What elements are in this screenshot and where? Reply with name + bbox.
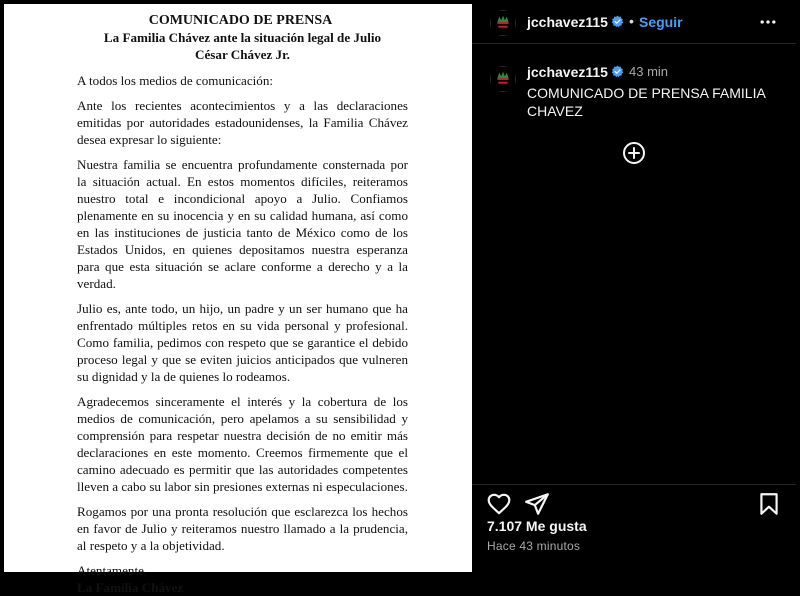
press-release-image [4,4,472,595]
follow-button[interactable]: Seguir [639,14,683,30]
press-release-signature: La Familia Chávez [77,580,184,595]
press-release-subtitle: La Familia Chávez ante la situación legal de Julio César Chávez Jr. [103,30,382,62]
press-release-closing: Atentamente, [77,563,148,578]
press-release-paragraph: Rogamos por una pronta resolución que esclarezca los hechos en favor de Julio y reiteramos nuestro llamado a la prudencia, al respeto y a la objetividad. [77,504,408,553]
press-release-paragraph: Nuestra familia se encuentra profundamente consternada por la situación actual. En estos momentos difíciles, reiteramos nuestro total e incondicional apoyo a Julio. Confiamos plenamente en su inocencia y en su calidad humana, así como en las instituciones de justicia tanto de México como de los Estados Unidos, en quienes depositamos nuestra esperanza para que esta situación se aclare conforme a derecho y a la verdad. [77,157,408,291]
paper-plane-icon[interactable] [524,491,550,517]
post-username[interactable]: jcchavez115 [527,14,608,30]
verified-badge-icon [611,65,624,78]
avatar-logo-icon [491,67,515,91]
heart-icon[interactable] [486,491,512,517]
avatar[interactable] [490,10,516,36]
press-release-paragraph: Ante los recientes acontecimientos y a las declaraciones emitidas por autoridades estadounidenses, la Familia Chávez desea expresar lo siguiente: [77,98,408,147]
bookmark-icon[interactable] [756,491,782,517]
post-header [472,4,796,44]
press-release-paragraph: Julio es, ante todo, un hijo, un padre y un ser humano que ha enfrentado múltiples retos en su vida personal y profesional. Como familia, pedimos con respeto que se garantice el debido proceso legal y que se eviten juicios anticipados que vulneren su dignidad y la de quienes lo rodeamos. [77,301,408,384]
more-options-icon[interactable] [758,12,778,32]
post-age[interactable]: Hace 43 minutos [487,539,581,553]
likes-count[interactable]: 7.107 Me gusta [487,518,587,534]
post-side-panel [472,4,796,572]
caption-text: COMUNICADO DE PRENSA FAMILIA CHAVEZ [527,85,766,119]
verified-badge-icon [611,15,624,28]
add-comment-icon[interactable] [622,141,646,165]
caption-timestamp[interactable]: 43 min [629,64,669,79]
press-release-title: COMUNICADO DE PRENSA [148,13,333,28]
separator-dot: • [629,13,634,29]
press-release-paragraph: A todos los medios de comunicación: [77,73,274,88]
caption-username[interactable]: jcchavez115 [527,64,608,80]
avatar[interactable] [490,66,516,92]
avatar-logo-icon [491,11,515,35]
post-actions-bar [472,484,796,514]
press-release-paragraph: Agradecemos sinceramente el interés y la cobertura de los medios de comunicación, pero apelamos a su sensibilidad y comprensión para respetar nuestra decisión de no emitir más declaraciones en este momento. Creemos firmemente que el camino adecuado es permitir que las autoridades competentes lleven a cabo su labor sin presiones externas ni especulaciones. [77,394,408,494]
